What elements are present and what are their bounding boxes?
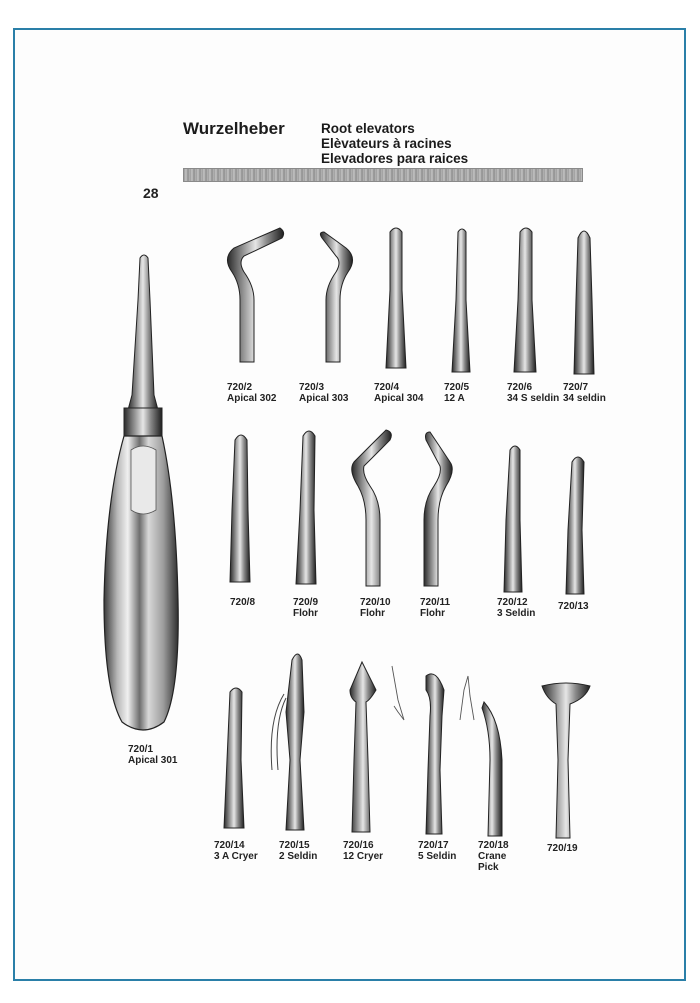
instrument-720-2 (227, 228, 283, 362)
label-720-6: 720/6 34 S seldin (507, 382, 560, 404)
instrument-720-13 (566, 457, 584, 594)
instrument-720-10 (352, 430, 392, 586)
instrument-720-16 (350, 662, 404, 832)
label-720-9: 720/9 Flohr (293, 597, 319, 619)
label-720-1: 720/1 Apical 301 (128, 744, 178, 766)
instrument-720-3 (320, 232, 352, 362)
instrument-720-1 (104, 255, 178, 730)
instrument-720-18 (482, 702, 502, 836)
instrument-720-4 (386, 228, 406, 368)
label-720-14: 720/14 3 A Cryer (214, 840, 258, 862)
instrument-720-6 (514, 228, 536, 372)
label-720-13: 720/13 (558, 601, 589, 612)
page-title: Wurzelheber (183, 119, 285, 138)
instrument-720-12 (504, 446, 522, 592)
instrument-720-14 (224, 688, 244, 828)
instrument-720-15 (271, 654, 304, 830)
label-720-15: 720/15 2 Seldin (279, 840, 318, 862)
instrument-720-9 (296, 431, 316, 584)
instrument-720-5 (452, 229, 470, 372)
label-720-16: 720/16 12 Cryer (343, 840, 384, 862)
instrument-720-11 (424, 432, 452, 586)
label-720-10: 720/10 Flohr (360, 597, 391, 619)
label-720-7: 720/7 34 seldin (563, 382, 606, 404)
label-720-3: 720/3 Apical 303 (299, 382, 349, 404)
instrument-720-8 (230, 435, 250, 582)
subtitle-french: Elèvateurs à racines (321, 136, 452, 151)
subtitle-english: Root elevators (321, 121, 415, 136)
label-720-5: 720/5 12 A (444, 382, 470, 404)
subtitle-spanish: Elevadores para raices (321, 151, 469, 166)
label-720-2: 720/2 Apical 302 (227, 382, 277, 404)
instrument-720-17 (426, 674, 474, 834)
label-720-12: 720/12 3 Seldin (497, 597, 536, 619)
instrument-720-7 (574, 231, 594, 374)
label-720-8: 720/8 (230, 597, 256, 608)
label-720-19: 720/19 (547, 843, 578, 854)
label-720-18: 720/18 Crane Pick (478, 840, 509, 873)
instrument-720-19 (542, 683, 590, 838)
label-720-11: 720/11 Flohr (420, 597, 451, 619)
label-720-4: 720/4 Apical 304 (374, 382, 424, 404)
label-720-17: 720/17 5 Seldin (418, 840, 457, 862)
page-number: 28 (143, 185, 159, 201)
